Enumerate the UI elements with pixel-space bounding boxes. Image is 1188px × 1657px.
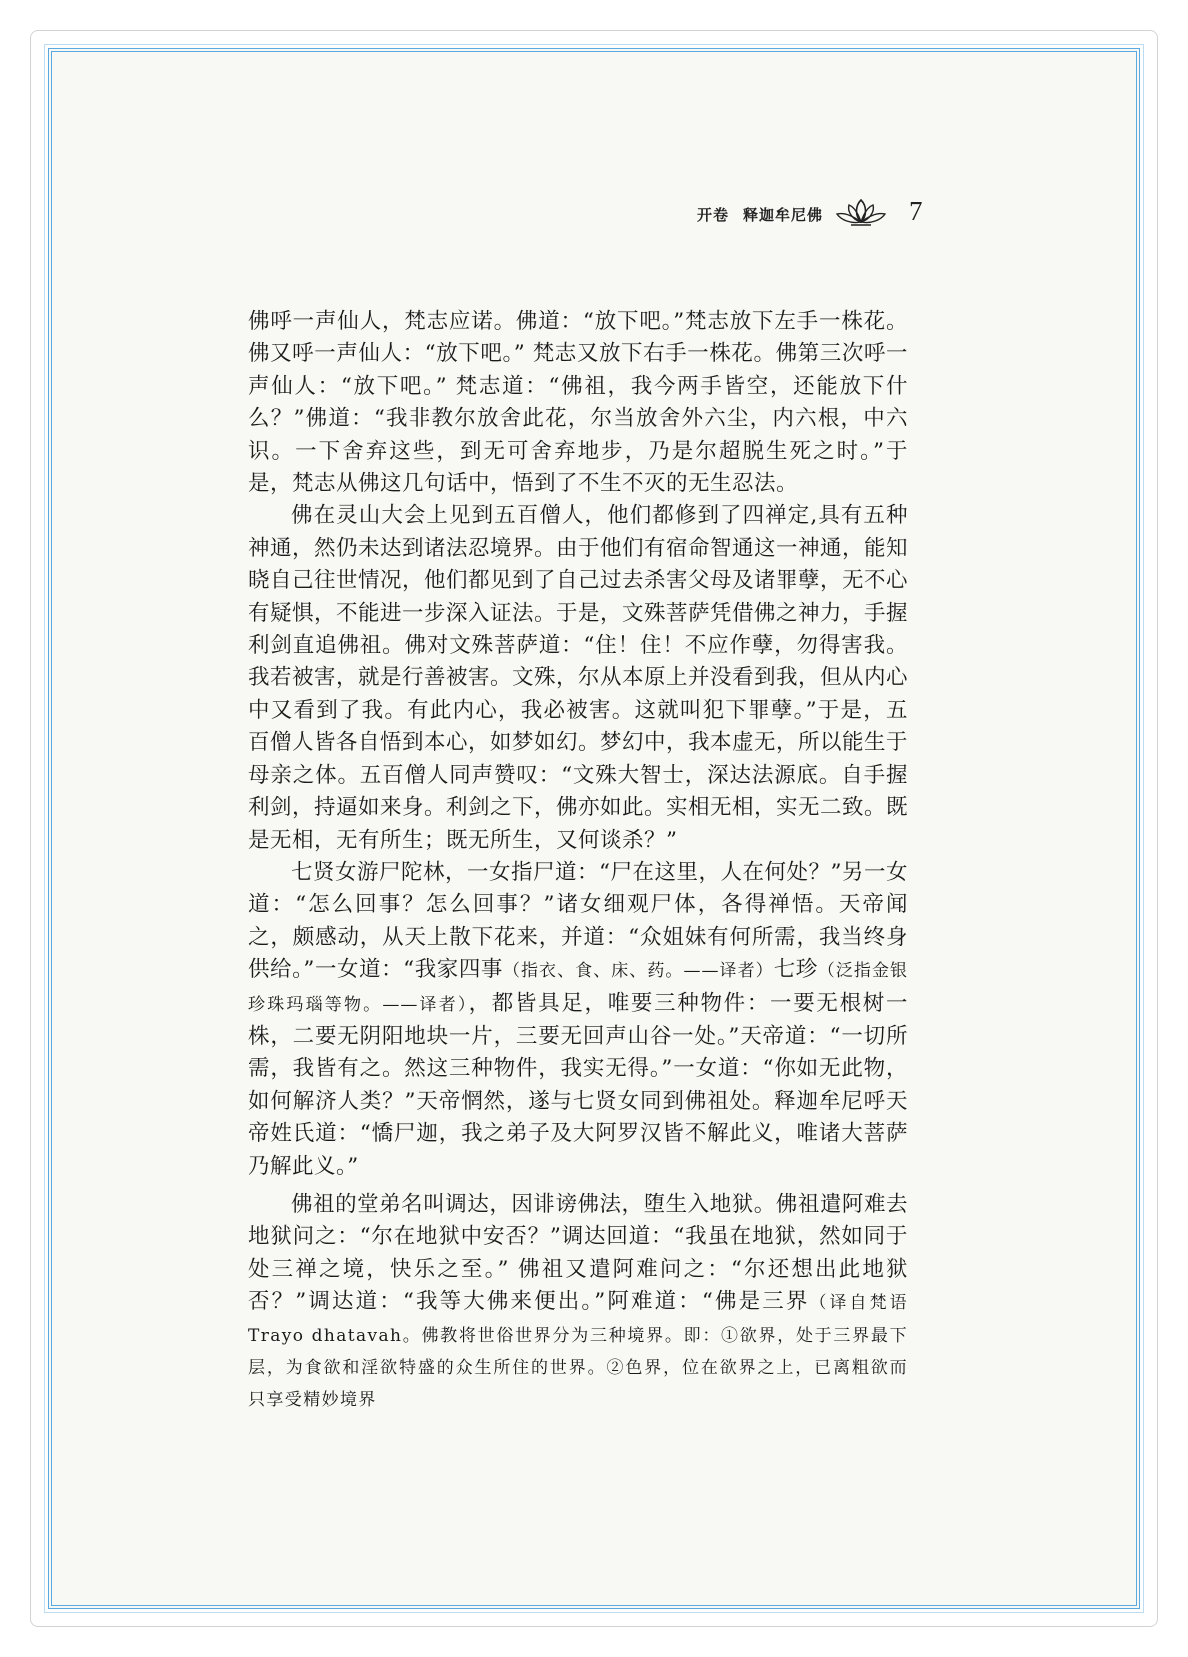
translator-note: （泛指金银珍珠玛瑙等物。——译者） [248, 961, 909, 1015]
chapter-title: 释迦牟尼佛 [742, 206, 823, 224]
text-run: 七贤女游尸陀林，一女指尸道：“尸在这里，人在何处？”另一女道：“怎么回事？怎么回事？”诸女细观尸体，各得禅悟。天帝闻之，颇感动，从天上散下花来，并道：“众姐妹有何所需，我当终身供给。”一女道：“我家四事 [248, 859, 908, 983]
paragraph: 佛在灵山大会上见到五百僧人，他们都修到了四禅定,具有五种神通，然仍未达到诸法忍境界。由于他们有宿命智通这一神通，能知晓自己往世情况，他们都见到了自己过去杀害父母及诸罪孽，无不心有疑惧，不能进一步深入证法。于是，文殊菩萨凭借佛之神力，手握利剑直追佛祖。佛对文殊菩萨道：“住！住！不应作孽，勿得害我。我若被害，就是行善被害。文殊，尔从本原上并没看到我，但从内心中又看到了我。有此内心，我必被害。这就叫犯下罪孽。”于是，五百僧人皆各自悟到本心，如梦如幻。梦幻中，我本虚无，所以能生于母亲之体。五百僧人同声赞叹：“文殊大智士，深达法源底。自手握利剑，持逼如来身。利剑之下，佛亦如此。实相无相，实无二致。既是无相，无有所生；既无所生，又何谈杀？” [248, 503, 909, 853]
page-number: 7 [909, 196, 923, 226]
text-run: 佛祖的堂弟名叫调达，因诽谤佛法，堕生入地狱。佛祖遣阿难去地狱问之：“尔在地狱中安否？”调达回道：“我虽在地狱，然如同于处三禅之境，快乐之至。” 佛祖又遣阿难问之：“尔还想出此地狱否？”调达道：“我等大佛来便出。”阿难道：“佛是三界 [248, 1191, 908, 1315]
section-title: 开卷 [696, 206, 729, 224]
body-text [248, 306, 908, 1416]
translator-note: （译自梵语 Trayo dhatavah。佛教将世俗世界分为三种境界。即：①欲界，处于三界最下层，为食欲和淫欲特盛的众生所住的世界。②色界，位在欲界之上，已离粗欲而只享受精妙境界 [248, 1293, 909, 1411]
translator-note: （指衣、食、床、药。——译者） [502, 961, 774, 982]
text-run: ，都皆具足，唯要三种物件：一要无根树一株，二要无阴阳地块一片，三要无回声山谷一处。”天帝道：“一切所需，我皆有之。然这三种物件，我实无得。”一女道：“你如无此物，如何解济人类？”天帝惘然，遂与七贤女同到佛祖处。释迦牟尼呼天帝姓氏道：“憍尸迦，我之弟子及大阿罗汉皆不解此义，唯诸大菩萨乃解此义。” [248, 990, 909, 1179]
running-header [0, 196, 1188, 236]
lotus-icon [835, 196, 887, 228]
paragraph: 佛呼一声仙人，梵志应诺。佛道：“放下吧。”梵志放下左手一株花。佛又呼一声仙人：“放下吧。” 梵志又放下右手一株花。佛第三次呼一声仙人：“放下吧。” 梵志道：“佛祖，我今两手皆空，还能放下什么？”佛道：“我非教尔放舍此花，尔当放舍外六尘，内六根，中六识。一下舍弃这些，到无可舍弃地步，乃是尔超脱生死之时。”于是，梵志从佛这几句话中，悟到了不生不灭的无生忍法。 [248, 309, 908, 497]
paragraph [248, 857, 908, 1183]
paragraph [248, 1189, 908, 1416]
running-title [697, 204, 823, 225]
text-run: 七珍 [773, 957, 818, 983]
